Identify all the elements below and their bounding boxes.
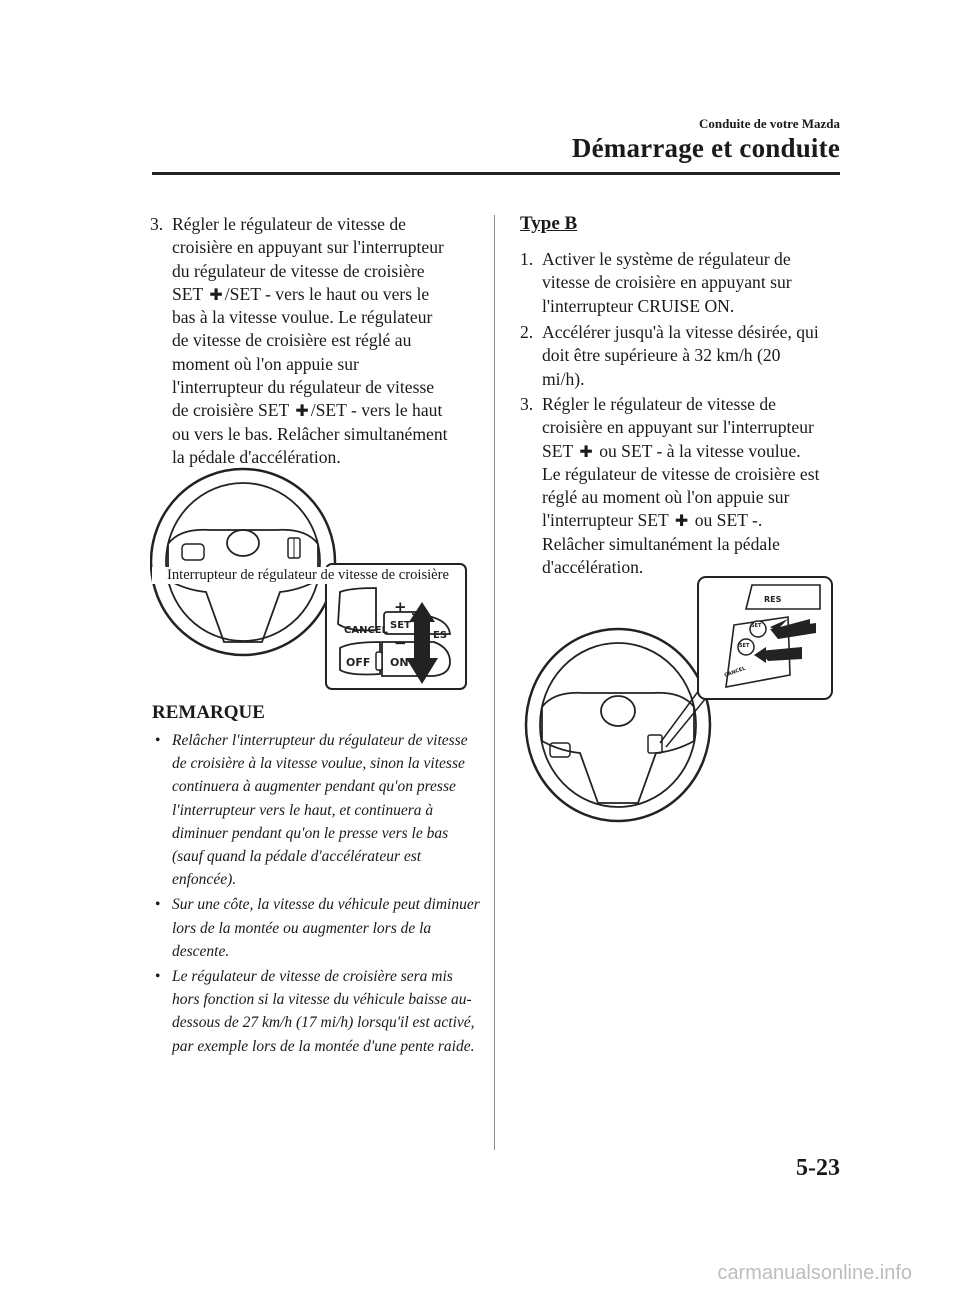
remark-note-text: Sur une côte, la vitesse du véhicule peut diminuer lors de la montée ou augmenter lors de la descente. xyxy=(172,896,480,960)
step-line: Régler le régulateur de vitesse de xyxy=(542,394,776,414)
bullet-icon: • xyxy=(155,968,161,986)
step-1-right xyxy=(520,248,850,318)
step-line: Accélérer jusqu'à la vitesse désirée, qui xyxy=(542,322,819,342)
set-label: SET xyxy=(542,440,573,461)
column-divider xyxy=(494,215,495,1150)
step-line-text: ou SET - à la vitesse voulue. xyxy=(599,440,801,461)
minus-mark: − xyxy=(394,634,407,652)
set-label: de croisière SET xyxy=(172,400,289,421)
set-label: SET xyxy=(172,283,203,304)
remark-notes xyxy=(152,729,482,1060)
step-line-text: ou SET -. xyxy=(694,510,763,531)
wheel-rim-inner xyxy=(166,483,320,641)
step-line xyxy=(542,509,850,532)
wheel-hub-emblem xyxy=(601,696,635,726)
cancel-label: CANCEL xyxy=(344,625,388,636)
remark-note-text: Relâcher l'interrupteur du régulateur de vitesse de croisière à la vitesse voulue, sinon la vitesse continuera à augmenter pendant qu'on presse l'interrupteur vers le haut, et continuera à diminuer pendant qu'on le presse vers le bas (sauf quand la pédale d'accélérateur est enfoncée). xyxy=(172,732,468,889)
step-number: 3. xyxy=(520,394,534,414)
step-line: bas à la vitesse voulue. Le régulateur xyxy=(172,307,433,328)
plus-icon: ✚ xyxy=(295,401,309,421)
remark-note xyxy=(152,893,482,963)
step-line: Le régulateur de vitesse de croisière est xyxy=(542,463,820,484)
watermark: carmanualsonline.info xyxy=(717,1262,912,1284)
step-line: croisière en appuyant sur l'interrupteur xyxy=(542,417,814,438)
step-line-text: /SET - vers le haut xyxy=(310,400,443,421)
step-number: 3. xyxy=(150,214,164,234)
step-3-left xyxy=(150,213,480,469)
step-2-right xyxy=(520,321,850,391)
step-line: Activer le système de régulateur de xyxy=(542,249,791,269)
cancel-label: CANCEL xyxy=(723,665,747,679)
set-label: l'interrupteur SET xyxy=(542,510,669,531)
step-line: d'accélération. xyxy=(542,557,644,578)
off-label: OFF xyxy=(346,656,371,669)
step-number: 1. xyxy=(520,249,534,269)
header-divider xyxy=(152,172,840,175)
page-title: Démarrage et conduite xyxy=(571,133,840,163)
set-button-label: SET xyxy=(390,620,411,631)
plus-icon: ✚ xyxy=(674,511,689,531)
remark-note-text: Le régulateur de vitesse de croisière sera mis hors fonction si la vitesse du véhicule baisse au-dessous de 27 km/h (17 mi/h) lorsqu'il est activé, par exemple lors de la montée d'une pente raide. xyxy=(172,968,475,1055)
type-b-heading: Type B xyxy=(520,213,578,234)
res-label: RES xyxy=(764,595,782,604)
plus-icon: ✚ xyxy=(579,441,593,461)
bullet-icon: • xyxy=(155,732,161,749)
remark-note xyxy=(152,965,482,1058)
set-minus-label: SET xyxy=(739,643,750,649)
step-line xyxy=(172,399,480,422)
step-number: 2. xyxy=(520,322,534,342)
step-line: mi/h). xyxy=(542,368,585,389)
set-plus-label: SET xyxy=(751,623,762,629)
step-line xyxy=(172,283,480,306)
step-line: ou vers le bas. Relâcher simultanément xyxy=(172,423,448,444)
wheel-rim-outer xyxy=(151,469,335,655)
bullet-icon: • xyxy=(155,896,161,914)
wheel-spokes xyxy=(168,530,318,642)
page-number: 5-23 xyxy=(796,1155,840,1181)
wheel-hub-emblem xyxy=(227,530,259,556)
step-line-text: /SET - vers le haut ou vers le xyxy=(224,283,430,304)
res-label: ES xyxy=(433,630,448,641)
steering-wheel-figure-b xyxy=(520,575,840,835)
wheel-spokes xyxy=(542,693,694,803)
on-label: ON xyxy=(390,656,409,669)
step-line: Régler le régulateur de vitesse de xyxy=(172,214,406,234)
step-line: l'interrupteur du régulateur de vitesse xyxy=(172,377,435,398)
step-3-right xyxy=(520,393,850,579)
remark-note xyxy=(152,729,482,891)
step-line: réglé au moment où l'on appuie sur xyxy=(542,487,790,508)
step-line: de vitesse de croisière est réglé au xyxy=(172,330,412,351)
remark-title: REMARQUE xyxy=(152,702,265,723)
step-line: Relâcher simultanément la pédale xyxy=(542,533,780,554)
plus-icon: ✚ xyxy=(209,284,223,304)
step-line: doit être supérieure à 32 km/h (20 xyxy=(542,345,781,366)
plus-mark: + xyxy=(394,598,407,616)
wheel-rim-outer xyxy=(526,629,710,821)
step-line: du régulateur de vitesse de croisière xyxy=(172,260,425,281)
step-line: moment où l'on appuie sur xyxy=(172,353,359,374)
figure-caption: Interrupteur de régulateur de vitesse de croisière xyxy=(152,567,464,584)
section-title: Conduite de votre Mazda xyxy=(699,116,840,131)
step-line: croisière en appuyant sur l'interrupteur xyxy=(172,237,444,258)
step-line xyxy=(542,440,850,463)
step-line: vitesse de croisière en appuyant sur xyxy=(542,272,792,293)
step-line: la pédale d'accélération. xyxy=(172,446,341,467)
step-line: l'interrupteur CRUISE ON. xyxy=(542,295,735,316)
